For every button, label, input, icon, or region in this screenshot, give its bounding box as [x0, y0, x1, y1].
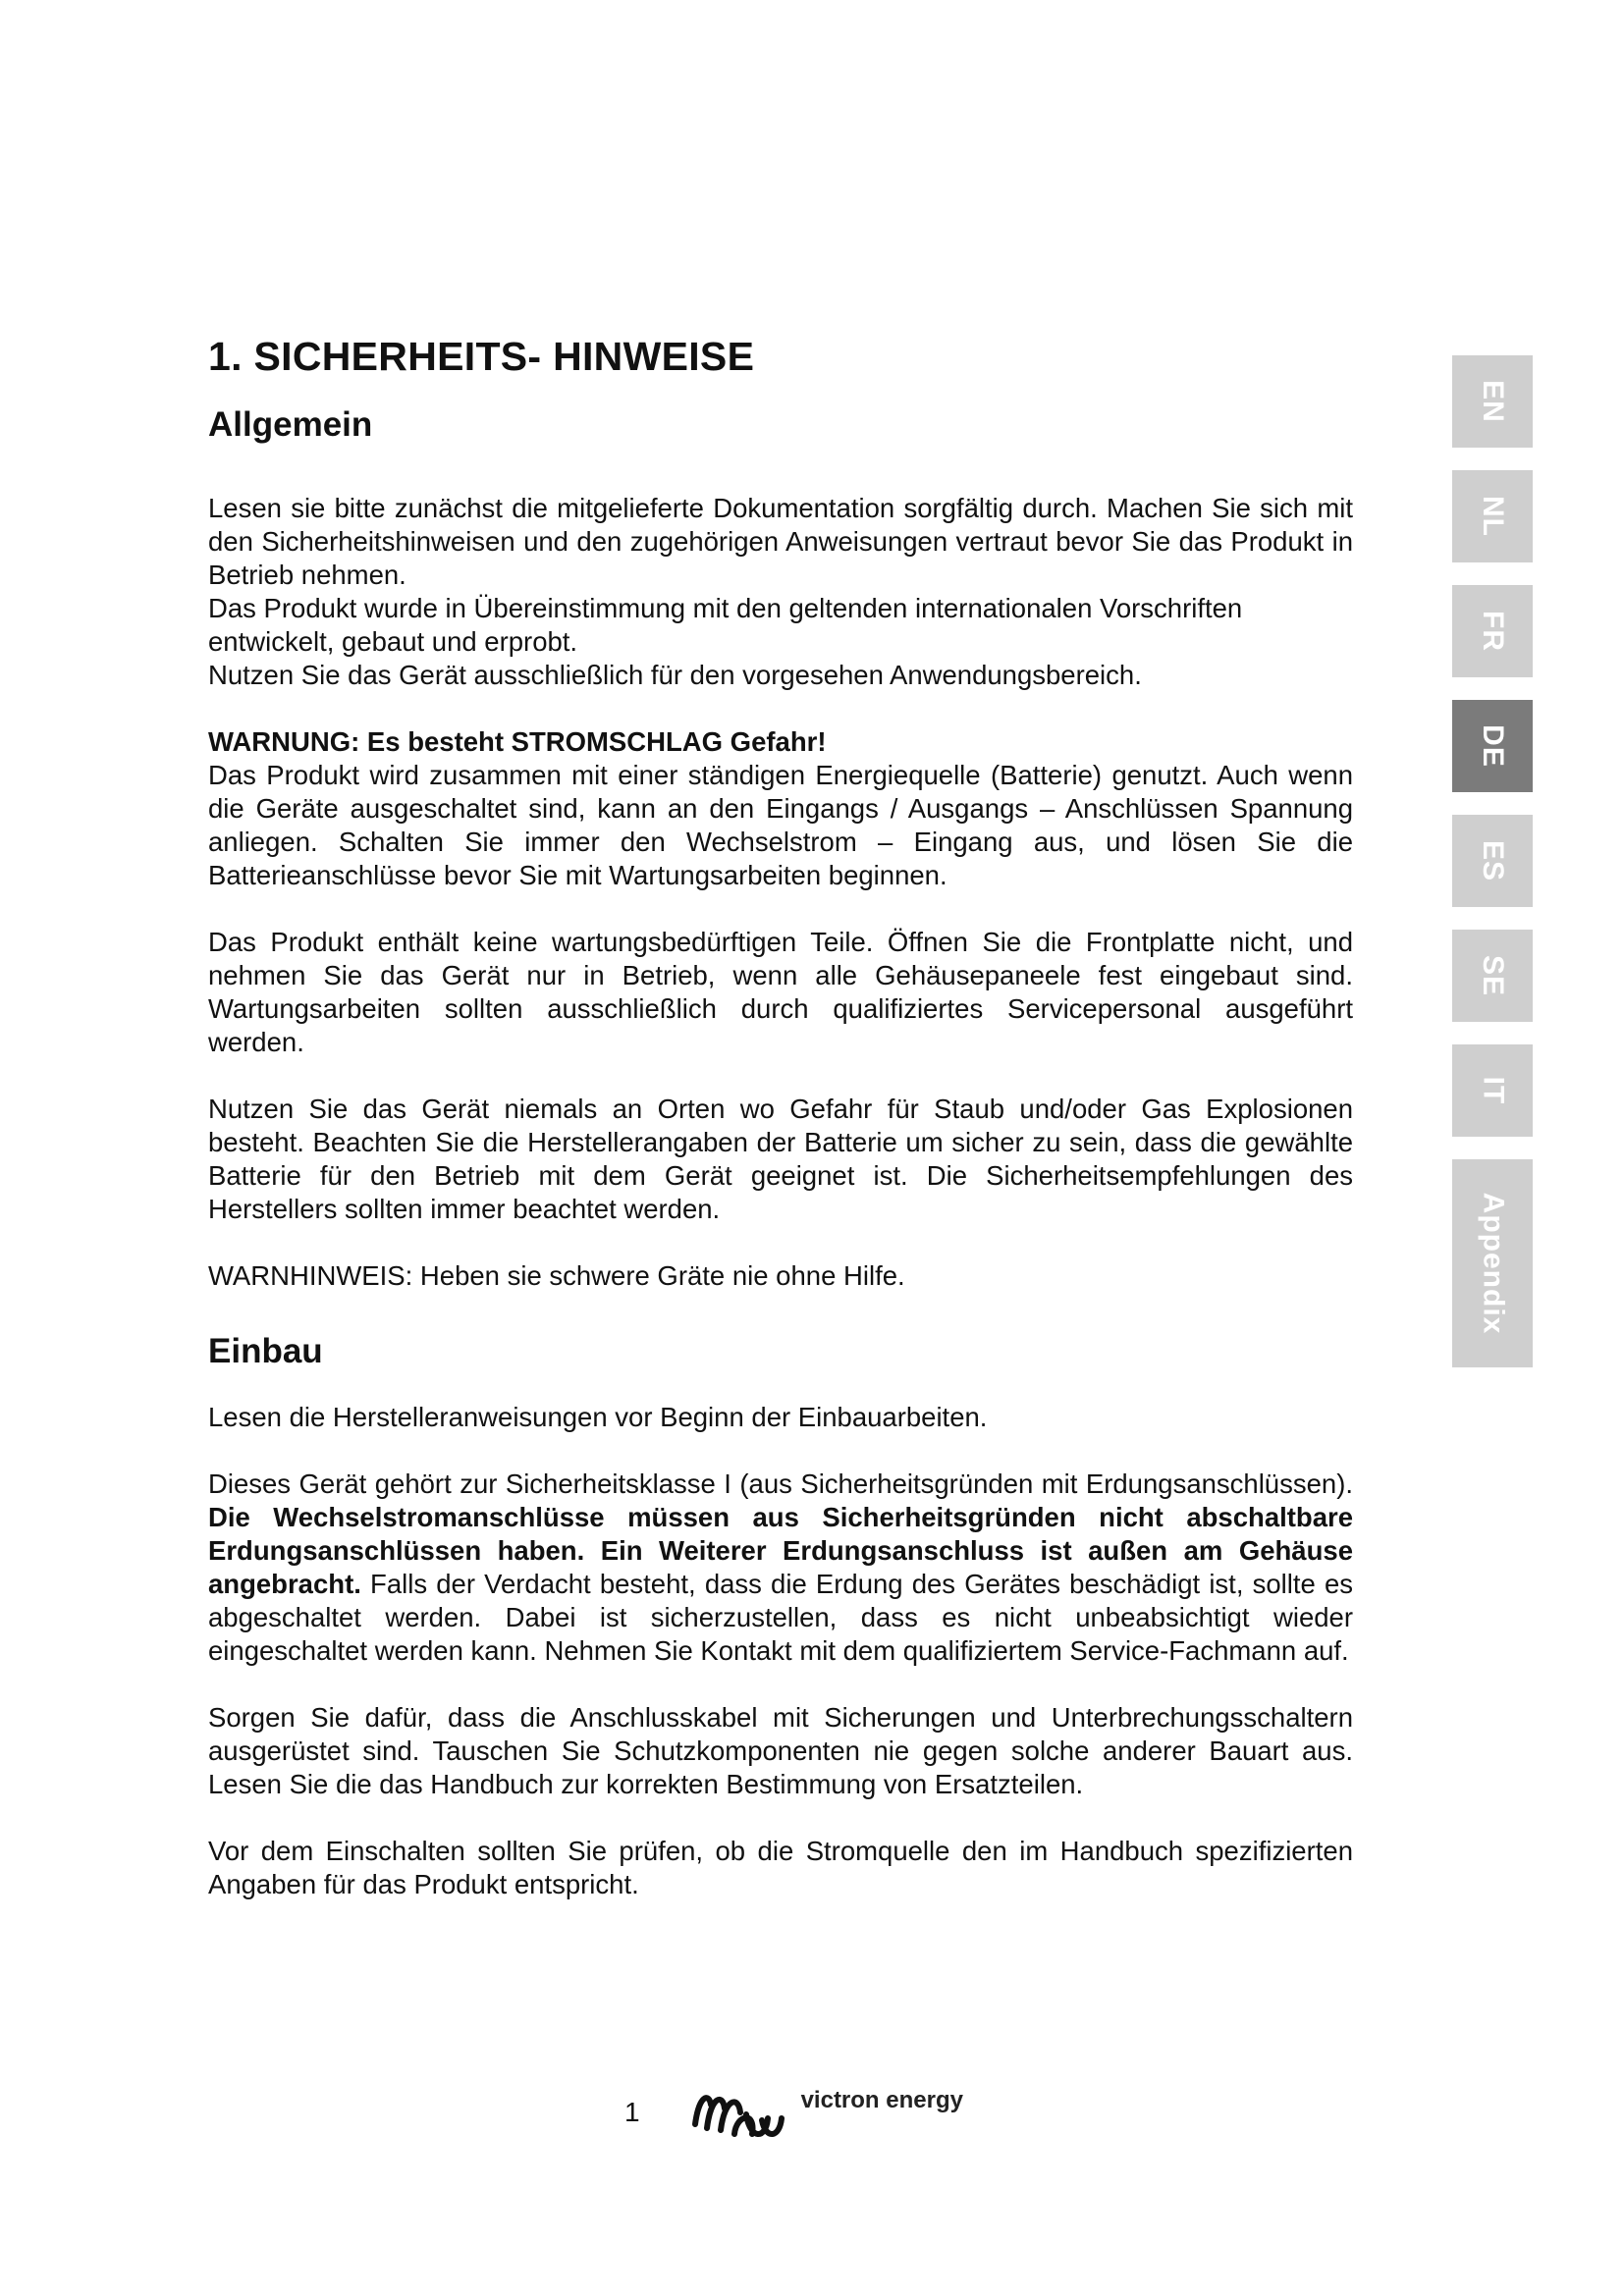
warnhinweis-note: WARNHINWEIS: Heben sie schwere Gräte nie ohne Hilfe.	[208, 1260, 905, 1291]
tab-es[interactable]	[1452, 815, 1533, 907]
tab-label: DE	[1477, 724, 1509, 768]
tab-se[interactable]	[1452, 930, 1533, 1022]
tab-label: ES	[1477, 839, 1509, 882]
tab-de[interactable]	[1452, 700, 1533, 792]
tab-fr[interactable]	[1452, 585, 1533, 677]
brand-name: victron energy	[800, 2087, 963, 2113]
page-number: 1	[624, 2097, 640, 2127]
grounding-followup: Falls der Verdacht besteht, dass die Erdung des Gerätes beschädigt ist, sollte es abgeschaltet werden. Dabei ist sicherzustellen, dass es nicht unbeabsichtigt wieder eingeschaltet werden kann. Nehmen Sie Kontakt mit dem qualifiziertem Service-Fachmann auf.	[208, 1569, 1353, 1666]
grounding-notice: Die Wechselstromanschlüsse müssen aus Sicherheitsgründen nicht abschaltbare Erdungsanschlüssen haben. Ein Weiterer Erdungsanschluss ist außen am Gehäuse angebracht.	[208, 1502, 1353, 1599]
tab-label: FR	[1477, 611, 1509, 652]
tab-label: IT	[1476, 1076, 1509, 1105]
section-allgemein	[208, 405, 1353, 1293]
section-title-allgemein: Allgemein	[208, 405, 373, 444]
tab-label: Appendix	[1477, 1192, 1510, 1335]
tab-it[interactable]	[1452, 1044, 1533, 1137]
victron-logo-icon	[687, 2085, 795, 2144]
page-title: 1. SICHERHEITS- HINWEISE	[208, 334, 755, 379]
page-content	[208, 334, 1353, 1935]
page-footer	[624, 2085, 963, 2144]
paragraph: Das Produkt wurde in Übereinstimmung mit den geltenden internationalen Vorschriften entwickelt, gebaut und erprobt.	[208, 593, 1243, 657]
paragraph: Sorgen Sie dafür, dass die Anschlusskabel mit Sicherungen und Unterbrechungsschaltern ausgerüstet sind. Tauschen Sie Schutzkomponenten nie gegen solche anderer Bauart aus. Lesen Sie die das Handbuch zur korrekten Bestimmung von Ersatzteilen.	[208, 1702, 1353, 1799]
paragraph: Nutzen Sie das Gerät ausschließlich für den vorgesehen Anwendungsbereich.	[208, 660, 1142, 690]
tab-label: SE	[1477, 954, 1509, 997]
paragraph: Lesen sie bitte zunächst die mitgelieferte Dokumentation sorgfältig durch. Machen Sie sich mit den Sicherheitshinweisen und den zugehörigen Anweisungen vertraut bevor Sie das Produkt in Betrieb nehmen.	[208, 493, 1353, 590]
tab-en[interactable]	[1452, 355, 1533, 448]
tab-appendix[interactable]	[1452, 1159, 1533, 1367]
paragraph: Das Produkt enthält keine wartungsbedürftigen Teile. Öffnen Sie die Frontplatte nicht, und nehmen Sie das Gerät nur in Betrieb, wenn alle Gehäusepaneele fest eingebaut sind. Wartungsarbeiten sollten ausschließlich durch qualifiziertes Servicepersonal ausgeführt werden.	[208, 927, 1353, 1057]
tab-label: NL	[1477, 496, 1509, 537]
safety-class-text: Dieses Gerät gehört zur Sicherheitsklasse I (aus Sicherheitsgründen mit Erdungsanschlüssen).	[208, 1468, 1353, 1499]
warning-text: Das Produkt wird zusammen mit einer ständigen Energiequelle (Batterie) genutzt. Auch wenn die Geräte ausgeschaltet sind, kann an den Eingangs / Ausgangs – Anschlüssen Spannung anliegen. Schalten Sie immer den Wechselstrom – Eingang aus, und lösen Sie die Batterieanschlüsse bevor Sie mit Wartungsarbeiten beginnen.	[208, 760, 1353, 890]
tab-label: EN	[1477, 380, 1509, 423]
victron-logo	[687, 2085, 963, 2144]
paragraph-safety-class	[208, 1468, 1353, 1668]
tab-nl[interactable]	[1452, 470, 1533, 562]
warning-block	[208, 725, 1353, 892]
paragraph: Vor dem Einschalten sollten Sie prüfen, ob die Stromquelle den im Handbuch spezifizierten Angaben für das Produkt entspricht.	[208, 1836, 1353, 1899]
paragraph: Nutzen Sie das Gerät niemals an Orten wo Gefahr für Staub und/oder Gas Explosionen besteht. Beachten Sie die Herstellerangaben der Batterie um sicher zu sein, dass die gewählte Batterie für den Betrieb mit dem Gerät geeignet ist. Die Sicherheitsempfehlungen des Herstellers sollten immer beachtet werden.	[208, 1094, 1353, 1224]
section-einbau	[208, 1332, 1353, 1901]
warning-title: WARNUNG: Es besteht STROMSCHLAG Gefahr!	[208, 726, 827, 757]
paragraph: Lesen die Herstelleranweisungen vor Beginn der Einbauarbeiten.	[208, 1402, 988, 1432]
section-title-einbau: Einbau	[208, 1332, 323, 1370]
